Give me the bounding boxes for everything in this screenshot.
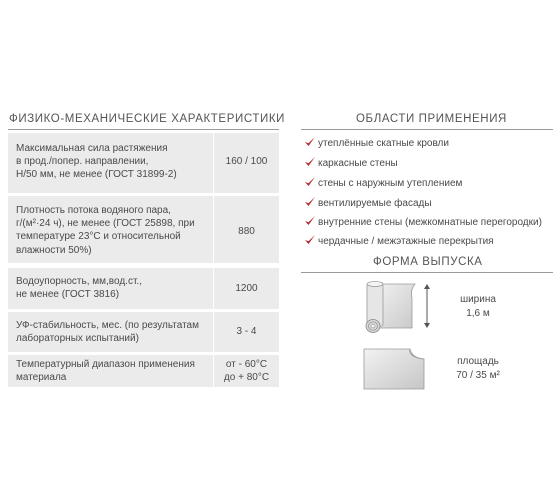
width-label: ширина	[460, 294, 496, 305]
form-heading: ФОРМА ВЫПУСКА	[373, 256, 483, 268]
sheet-icon	[360, 345, 428, 393]
application-label: вентилируемые фасады	[318, 198, 432, 209]
application-label: внутренние стены (межкомнатные перегородки)	[318, 217, 542, 228]
application-label: утеплённые скатные кровли	[318, 138, 449, 149]
row-label: Температурный диапазон применения материала	[16, 359, 195, 384]
list-item	[318, 178, 462, 189]
row-label: УФ-стабильность, мес. (по результатам лабораторных испытаний)	[16, 320, 199, 345]
row-value: 160 / 100	[225, 156, 268, 167]
width-caption	[438, 293, 518, 321]
row-value: 1200	[235, 283, 258, 294]
check-icon	[304, 215, 316, 227]
application-label: чердачные / межэтажные перекрытия	[318, 236, 494, 247]
check-icon	[304, 176, 316, 188]
applications-heading-rule	[301, 129, 553, 130]
row-label: Плотность потока водяного пара, г/(м²·24 ч), не менее (ГОСТ 25898, при температуре 23°С и относительной влажности 50%)	[16, 205, 195, 256]
row-value: 880	[238, 226, 255, 237]
row-label: Максимальная сила растяжения в прод./попер. направлении, Н/50 мм, не менее (ГОСТ 31899-2)	[16, 143, 177, 181]
list-item	[318, 198, 432, 209]
applications-heading: ОБЛАСТИ ПРИМЕНЕНИЯ	[356, 113, 507, 125]
list-item	[318, 217, 542, 228]
list-item	[318, 158, 398, 169]
list-item	[318, 236, 494, 247]
characteristics-heading-rule	[8, 129, 279, 130]
check-icon	[304, 196, 316, 208]
list-item	[318, 138, 449, 149]
check-icon	[304, 234, 316, 246]
area-value: 70 / 35 м²	[456, 370, 500, 381]
area-label: площадь	[457, 356, 499, 367]
check-icon	[304, 136, 316, 148]
width-value: 1,6 м	[466, 308, 490, 319]
table-row	[8, 196, 279, 263]
check-icon	[304, 156, 316, 168]
table-row	[8, 268, 279, 309]
application-label: стены с наружным утеплением	[318, 178, 463, 189]
vertical-arrow-icon	[423, 284, 431, 328]
application-label: каркасные стены	[318, 158, 398, 169]
table-row	[8, 312, 279, 352]
table-row	[8, 355, 279, 387]
row-label: Водоупорность, мм,вод.ст., не менее (ГОСТ 3816)	[16, 276, 142, 301]
row-value: от - 60°С до + 80°С	[223, 359, 270, 383]
row-value: 3 - 4	[236, 326, 257, 337]
characteristics-heading: ФИЗИКО-МЕХАНИЧЕСКИЕ ХАРАКТЕРИСТИКИ	[9, 113, 286, 125]
table-row	[8, 133, 279, 193]
form-heading-rule	[301, 272, 553, 273]
roll-icon	[360, 280, 420, 340]
area-caption	[436, 355, 520, 383]
